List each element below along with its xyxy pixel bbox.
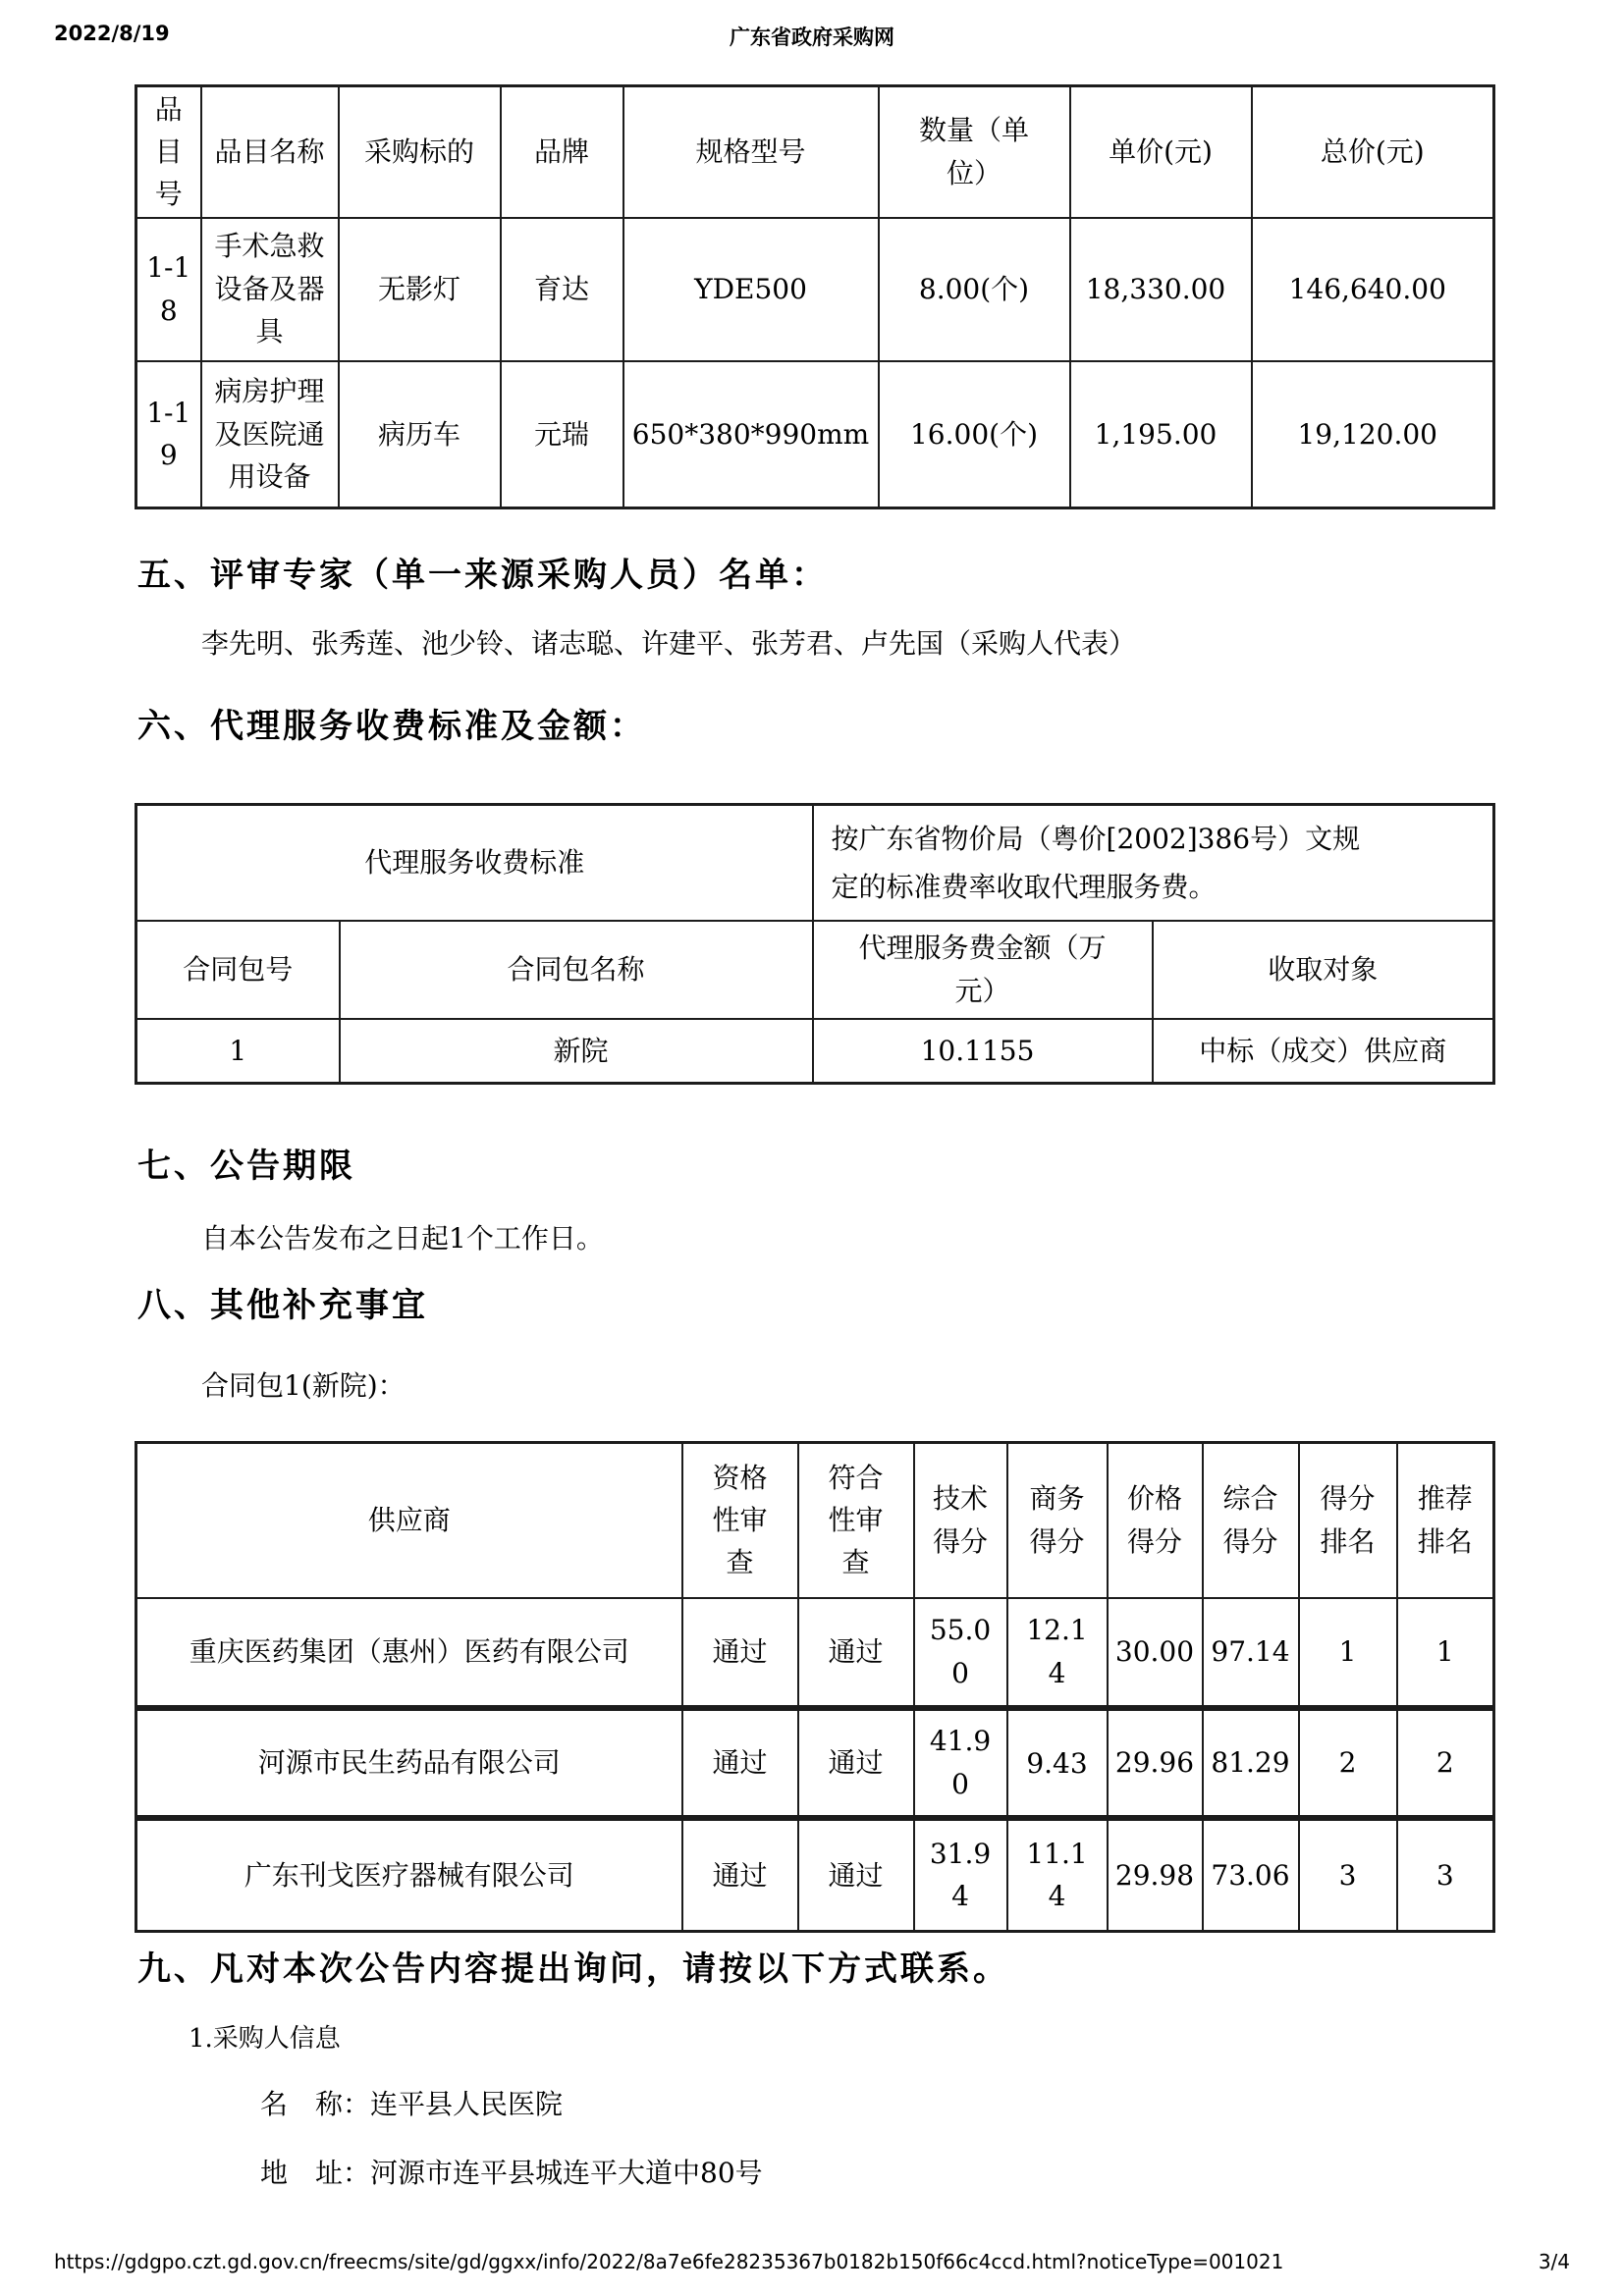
unit-price-cell: 1,195.00 xyxy=(1070,361,1252,508)
print-footer-url: https://gdgpo.czt.gd.gov.cn/freecms/site/gd/ggxx/info/2022/8a7e6fe28235367b0182b150f66c4ccd.html?noticeType=001021 xyxy=(54,2250,1284,2273)
item-no-cell: 1-19 xyxy=(136,361,201,508)
tech-score-cell: 55.00 xyxy=(914,1598,1007,1708)
purchaser-name-line: 名 称：连平县人民医院 xyxy=(260,2088,564,2120)
supplier-name-cell: 重庆医药集团（惠州）医药有限公司 xyxy=(136,1598,682,1708)
section7-heading: 七、公告期限 xyxy=(137,1147,355,1186)
column-header: 供应商 xyxy=(136,1443,682,1598)
notice-period-text: 自本公告发布之日起1个工作日。 xyxy=(201,1222,604,1255)
conformity-cell: 通过 xyxy=(798,1818,914,1932)
table-row xyxy=(136,1019,1494,1084)
business-score-cell: 11.14 xyxy=(1007,1818,1108,1932)
brand-cell: 元瑞 xyxy=(501,361,623,508)
table-row xyxy=(136,361,1494,508)
score-rank-cell: 2 xyxy=(1299,1708,1397,1818)
business-score-cell: 9.43 xyxy=(1007,1708,1108,1818)
item-name-cell: 手术急救设备及器具 xyxy=(201,218,339,361)
section9-heading: 九、凡对本次公告内容提出询问，请按以下方式联系。 xyxy=(137,1949,1009,1989)
total-score-cell: 81.29 xyxy=(1203,1708,1299,1818)
supplier-score-table xyxy=(135,1441,1495,1933)
total-score-cell: 73.06 xyxy=(1203,1818,1299,1932)
column-header: 资格性审查 xyxy=(682,1443,798,1598)
print-header-site-title: 广东省政府采购网 xyxy=(730,26,894,49)
tech-score-cell: 41.90 xyxy=(914,1708,1007,1818)
business-score-cell: 12.14 xyxy=(1007,1598,1108,1708)
column-header: 推荐排名 xyxy=(1397,1443,1494,1598)
column-header: 价格得分 xyxy=(1108,1443,1203,1598)
score-rank-cell: 1 xyxy=(1299,1598,1397,1708)
score-table-header-row xyxy=(136,1443,1494,1598)
unit-price-cell: 18,330.00 xyxy=(1070,218,1252,361)
column-header: 综合得分 xyxy=(1203,1443,1299,1598)
section8-heading: 八、其他补充事宜 xyxy=(137,1286,428,1325)
table-row xyxy=(136,1598,1494,1708)
items-table xyxy=(135,84,1495,509)
model-cell: YDE500 xyxy=(623,218,879,361)
column-header: 合同包号 xyxy=(136,921,340,1019)
table-row xyxy=(136,1708,1494,1818)
recommend-rank-cell: 3 xyxy=(1397,1818,1494,1932)
package-label: 合同包1(新院)： xyxy=(201,1369,406,1402)
column-header: 技术得分 xyxy=(914,1443,1007,1598)
table-row xyxy=(136,1818,1494,1932)
column-header: 品牌 xyxy=(501,86,623,218)
supplier-name-cell: 河源市民生药品有限公司 xyxy=(136,1708,682,1818)
table-row xyxy=(136,218,1494,361)
section6-heading: 六、代理服务收费标准及金额： xyxy=(137,707,646,746)
qualification-cell: 通过 xyxy=(682,1708,798,1818)
fee-standard-row xyxy=(136,805,1494,921)
items-table-header-row xyxy=(136,86,1494,218)
supplier-name-cell: 广东刊戈医疗器械有限公司 xyxy=(136,1818,682,1932)
column-header: 代理服务费金额（万元） xyxy=(813,921,1153,1019)
column-header: 商务得分 xyxy=(1007,1443,1108,1598)
qty-cell: 16.00(个) xyxy=(879,361,1070,508)
fee-standard-text-cell: 按广东省物价局（粤价[2002]386号）文规定的标准费率收取代理服务费。 xyxy=(813,805,1494,921)
total-score-cell: 97.14 xyxy=(1203,1598,1299,1708)
target-cell: 病历车 xyxy=(339,361,501,508)
column-header: 得分排名 xyxy=(1299,1443,1397,1598)
agency-fee-table xyxy=(135,803,1495,1085)
score-rank-cell: 3 xyxy=(1299,1818,1397,1932)
column-header: 采购标的 xyxy=(339,86,501,218)
price-score-cell: 30.00 xyxy=(1108,1598,1203,1708)
section5-heading: 五、评审专家（单一来源采购人员）名单： xyxy=(137,556,828,595)
item-no-cell: 1-18 xyxy=(136,218,201,361)
brand-cell: 育达 xyxy=(501,218,623,361)
total-price-cell: 146,640.00 xyxy=(1252,218,1494,361)
qualification-cell: 通过 xyxy=(682,1818,798,1932)
tech-score-cell: 31.94 xyxy=(914,1818,1007,1932)
print-header-date: 2022/8/19 xyxy=(54,22,170,45)
column-header: 合同包名称 xyxy=(340,921,813,1019)
column-header: 品目号 xyxy=(136,86,201,218)
fee-amount-cell: 10.1155 xyxy=(813,1019,1153,1084)
price-score-cell: 29.98 xyxy=(1108,1818,1203,1932)
conformity-cell: 通过 xyxy=(798,1598,914,1708)
column-header: 规格型号 xyxy=(623,86,879,218)
recommend-rank-cell: 1 xyxy=(1397,1598,1494,1708)
column-header: 数量（单位） xyxy=(879,86,1070,218)
qualification-cell: 通过 xyxy=(682,1598,798,1708)
fee-table-header-row xyxy=(136,921,1494,1019)
package-no-cell: 1 xyxy=(136,1019,340,1084)
column-header: 单价(元) xyxy=(1070,86,1252,218)
total-price-cell: 19,120.00 xyxy=(1252,361,1494,508)
qty-cell: 8.00(个) xyxy=(879,218,1070,361)
conformity-cell: 通过 xyxy=(798,1708,914,1818)
expert-names: 李先明、张秀莲、池少铃、诸志聪、许建平、张芳君、卢先国（采购人代表） xyxy=(201,627,1137,660)
column-header: 收取对象 xyxy=(1153,921,1494,1019)
model-cell: 650*380*990mm xyxy=(623,361,879,508)
fee-standard-label-cell: 代理服务收费标准 xyxy=(136,805,813,921)
print-footer-page-number: 3/4 xyxy=(1538,2250,1570,2273)
price-score-cell: 29.96 xyxy=(1108,1708,1203,1818)
purchaser-address-line: 地 址：河源市连平县城连平大道中80号 xyxy=(260,2157,763,2189)
package-name-cell: 新院 xyxy=(340,1019,813,1084)
column-header: 符合性审查 xyxy=(798,1443,914,1598)
recommend-rank-cell: 2 xyxy=(1397,1708,1494,1818)
target-cell: 无影灯 xyxy=(339,218,501,361)
purchaser-info-label: 1.采购人信息 xyxy=(189,2024,341,2054)
fee-payer-cell: 中标（成交）供应商 xyxy=(1153,1019,1494,1084)
column-header: 品目名称 xyxy=(201,86,339,218)
column-header: 总价(元) xyxy=(1252,86,1494,218)
item-name-cell: 病房护理及医院通用设备 xyxy=(201,361,339,508)
